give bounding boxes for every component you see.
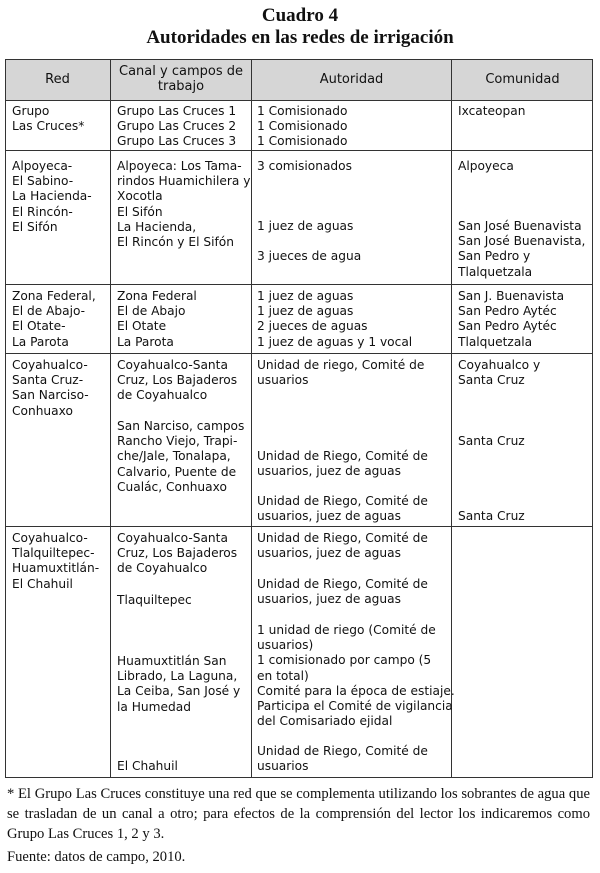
cell-line: Zona Federal,: [12, 289, 96, 303]
cell-canal: [117, 289, 197, 350]
cell-canal: [117, 531, 237, 577]
cell-line: 1 comisionado por campo (5: [257, 653, 432, 668]
cell-canal: El Chahuil: [117, 759, 178, 773]
cell-line: 1 Comisionado: [257, 104, 348, 118]
cell-line: Santa Cruz-: [12, 373, 84, 388]
cell-line: San J. Buenavista: [458, 289, 565, 303]
cell-line: El Otate-: [12, 319, 66, 334]
cell-line: Unidad de riego, Comité de: [257, 358, 425, 372]
cell-line: Huamuxtitlán San: [117, 654, 227, 668]
cell-line: Participa el Comité de vigilancia: [257, 699, 453, 714]
cell-line: San Narciso-: [12, 388, 89, 403]
cell-autoridad: 3 comisionados: [257, 159, 352, 173]
cell-line: usuarios, juez de aguas: [257, 464, 401, 479]
cell-line: El de Abajo-: [12, 304, 86, 319]
cell-line: 2 jueces de aguas: [257, 319, 368, 334]
cell-line: El Sifón: [117, 204, 163, 219]
cell-red: [12, 289, 96, 350]
cell-line: Santa Cruz: [458, 373, 525, 388]
cell-line: Huamuxtitlán-: [12, 561, 100, 576]
cell-line: El Sabino-: [12, 174, 74, 189]
cell-red: [12, 104, 84, 134]
header-canal: Canal y campos de trabajo: [119, 64, 243, 94]
cell-autoridad: [257, 289, 412, 350]
cell-line: usuarios, juez de aguas: [257, 546, 401, 561]
cell-line: Unidad de Riego, Comité de: [257, 494, 428, 508]
cell-comunidad: [458, 289, 564, 350]
cell-line: usuarios, juez de aguas: [257, 509, 401, 524]
header-autoridad: Autoridad: [319, 71, 384, 87]
footnote: * El Grupo Las Cruces constituye una red que se complementa utilizando los sobrantes de agua que se trasladan de un canal a otro; para efectos de la comprensión del lector los indicaremos como Grupo Las Cruces 1, 2 y 3.: [7, 786, 590, 842]
cell-line: Tlalquiltepec-: [12, 546, 95, 561]
cell-canal: [117, 358, 237, 404]
cell-line: El de Abajo: [117, 304, 186, 319]
cell-line: San Pedro y: [458, 249, 531, 264]
cell-autoridad: [257, 577, 428, 607]
cell-line: Cruz, Los Bajaderos: [117, 373, 238, 388]
row-divider: [5, 353, 593, 354]
cell-line: Cruz, Los Bajaderos: [117, 546, 238, 561]
cell-canal: [117, 419, 244, 495]
cell-line: El Rincón y El Sifón: [117, 235, 234, 250]
cell-line: Alpoyeca-: [12, 159, 73, 173]
header-red: Red: [45, 71, 70, 87]
cell-line: El Sifón: [12, 219, 58, 234]
cell-red: [12, 159, 92, 235]
cell-line: usuarios: [257, 373, 309, 388]
table-title: Cuadro 4: [261, 5, 339, 26]
cell-line: Cualác, Conhuaxo: [117, 479, 227, 494]
cell-line: usuarios: [257, 759, 309, 774]
cell-line: Xocotla: [117, 189, 163, 204]
cell-line: Rancho Viejo, Trapi-: [117, 434, 238, 449]
cell-line: usuarios, juez de aguas: [257, 592, 401, 607]
table-subtitle: Autoridades en las redes de irrigación: [146, 27, 454, 48]
cell-line: 1 Comisionado: [257, 119, 348, 134]
cell-red: [12, 531, 99, 592]
cell-line: Unidad de Riego, Comité de: [257, 577, 428, 591]
grid-line: [5, 59, 6, 778]
cell-line: San José Buenavista,: [458, 234, 586, 249]
cell-comunidad: [458, 358, 540, 388]
cell-line: San Pedro Aytéc: [458, 304, 557, 319]
cell-canal: [117, 654, 240, 715]
cell-line: La Ceiba, San José y: [117, 684, 241, 699]
cell-line: Calvario, Puente de: [117, 464, 237, 479]
cell-line: Coyahualco-: [12, 358, 88, 372]
cell-line: Grupo: [12, 104, 50, 118]
grid-line: [592, 59, 593, 778]
cell-comunidad: [458, 104, 525, 119]
cell-autoridad: [257, 531, 428, 561]
cell-line: de Coyahualco: [117, 388, 208, 403]
cell-comunidad: Alpoyeca: [458, 159, 514, 173]
grid-line: [251, 59, 252, 778]
cell-autoridad: [257, 104, 347, 150]
cell-canal: [117, 159, 250, 250]
cell-line: La Hacienda,: [117, 219, 197, 234]
cell-line: Conhuaxo: [12, 403, 73, 418]
row-divider: [5, 284, 593, 285]
cell-autoridad: 1 juez de aguas: [257, 219, 354, 233]
cell-line: usuarios): [257, 638, 314, 653]
cell-line: Coyahualco-Santa: [117, 531, 228, 545]
cell-red: [12, 358, 89, 419]
cell-line: en total): [257, 668, 309, 683]
cell-line: che/Jale, Tonalapa,: [117, 449, 231, 464]
cell-autoridad: [257, 494, 428, 524]
cell-line: El Rincón-: [12, 204, 73, 219]
cell-line: La Parota: [117, 334, 174, 349]
cell-comunidad: Santa Cruz: [458, 509, 525, 523]
cell-comunidad: [458, 219, 585, 280]
cell-autoridad: [257, 358, 424, 388]
header-comunidad: Comunidad: [485, 71, 560, 87]
cell-line: Unidad de Riego, Comité de: [257, 449, 428, 463]
cell-line: La Hacienda-: [12, 189, 92, 204]
cell-line: Alpoyeca: Los Tama-: [117, 159, 242, 173]
cell-line: Tlalquetzala: [458, 264, 533, 279]
source-note: Fuente: datos de campo, 2010.: [7, 849, 186, 865]
cell-line: del Comisariado ejidal: [257, 714, 393, 729]
cell-line: San José Buenavista: [458, 219, 582, 233]
cell-line: Zona Federal: [117, 289, 197, 303]
cell-line: La Parota: [12, 334, 69, 349]
cell-line: rindos Huamichilera y: [117, 174, 251, 189]
cell-line: Grupo Las Cruces 3: [117, 134, 237, 149]
row-divider: [5, 526, 593, 527]
cell-line: la Humedad: [117, 699, 191, 714]
cell-line: San Narciso, campos: [117, 419, 245, 433]
cell-comunidad: Santa Cruz: [458, 434, 525, 448]
cell-line: El Chahuil: [12, 576, 73, 591]
cell-line: Grupo Las Cruces 2: [117, 119, 237, 134]
cell-line: Las Cruces*: [12, 119, 85, 134]
cell-canal: [117, 104, 236, 150]
table-bottom-border: [5, 777, 593, 778]
cell-line: 1 juez de aguas y 1 vocal: [257, 334, 413, 349]
cell-line: Ixcateopan: [458, 104, 526, 118]
cell-line: 1 juez de aguas: [257, 304, 354, 319]
cell-line: 1 Comisionado: [257, 134, 348, 149]
cell-line: San Pedro Aytéc: [458, 319, 557, 334]
cell-canal: Tlaquiltepec: [117, 593, 192, 607]
cell-autoridad: [257, 623, 455, 729]
cell-line: Unidad de Riego, Comité de: [257, 744, 428, 758]
cell-autoridad: [257, 449, 428, 479]
cell-line: Coyahualco-Santa: [117, 358, 228, 372]
cell-line: de Coyahualco: [117, 561, 208, 576]
cell-line: 1 unidad de riego (Comité de: [257, 623, 436, 637]
cell-autoridad: [257, 744, 428, 774]
cell-line: El Otate: [117, 319, 167, 334]
row-divider: [5, 150, 593, 151]
grid-line: [110, 59, 111, 778]
cell-line: Coyahualco y: [458, 358, 541, 372]
cell-line: Grupo Las Cruces 1: [117, 104, 237, 118]
cell-line: Librado, La Laguna,: [117, 669, 238, 684]
cell-line: Unidad de Riego, Comité de: [257, 531, 428, 545]
cell-line: Tlalquetzala: [458, 334, 533, 349]
cell-line: 1 juez de aguas: [257, 289, 354, 303]
cell-autoridad: 3 jueces de agua: [257, 249, 362, 263]
cell-line: Comité para la época de estiaje.: [257, 683, 455, 698]
cell-line: Coyahualco-: [12, 531, 88, 545]
